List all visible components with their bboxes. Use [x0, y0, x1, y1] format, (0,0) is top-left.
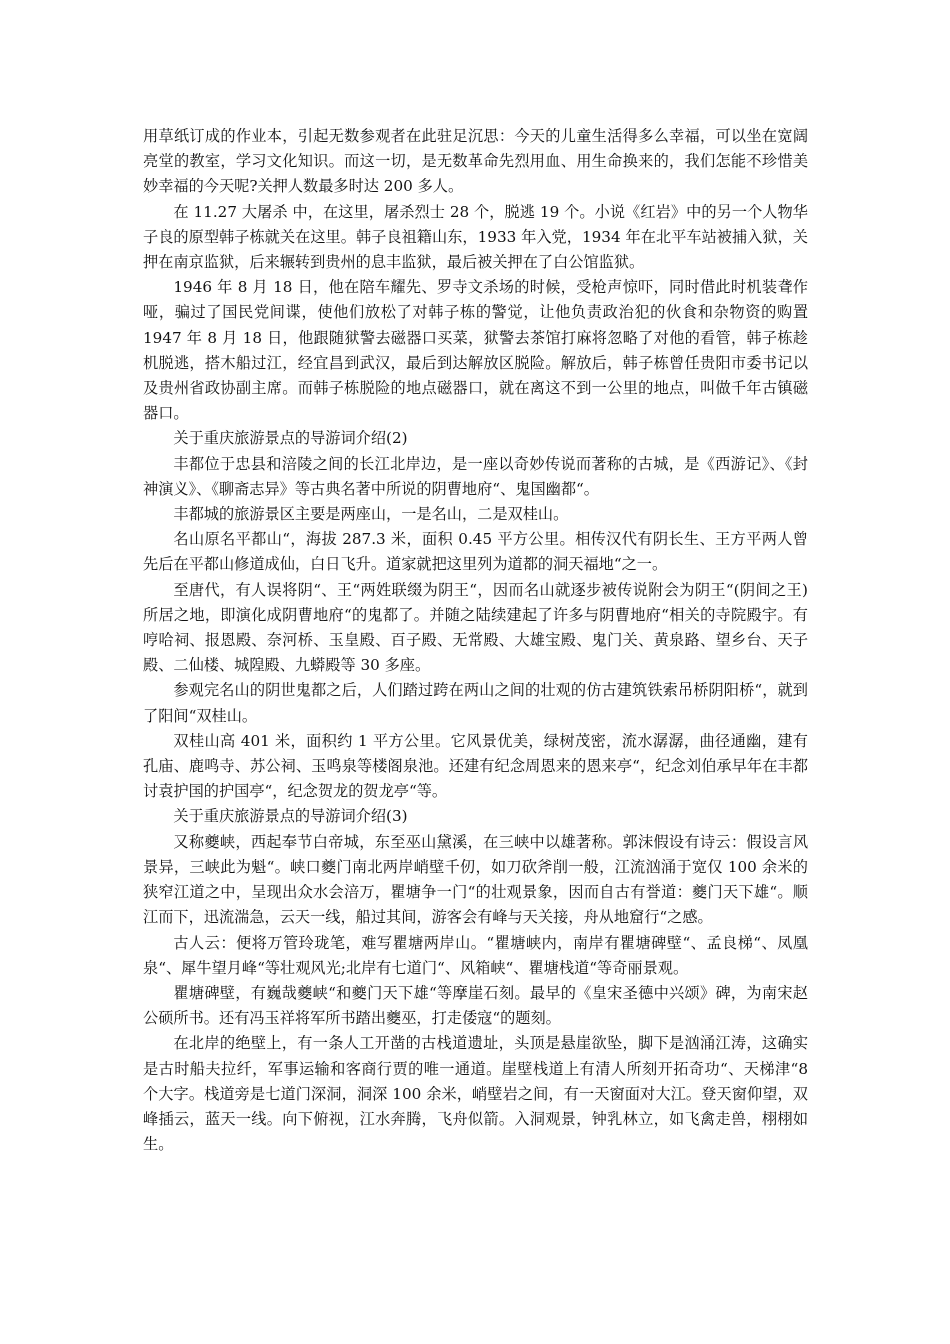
- paragraph: 又称夔峡，西起奉节白帝城，东至巫山黛溪，在三峡中以雄著称。郭沫假设有诗云：假设言风景异，三峡此为魁“。峡口夔门南北两岸峭壁千仞，如刀砍斧削一般，江流汹涌于宽仅 100 余米的狭窄江道之中，呈现出众水会涪万，瞿塘争一门“的壮观景象，因而自古有誉道：夔门天下雄“。顺江而下，迅流湍急，云天一线，船过其间，游客会有峰与天关接，舟从地窟行“之感。: [143, 832, 808, 927]
- paragraph: 丰都城的旅游景区主要是两座山，一是名山，二是双桂山。: [173, 505, 569, 524]
- paragraph: 在 11.27 大屠杀 中，在这里，屠杀烈士 28 个，脱逃 19 个。小说《红岩》中的另一个人物华子良的原型韩子栋就关在这里。韩子良祖籍山东，1933 年入党，1934 年在北平车站被捕入狱，关押在南京监狱，后来辗转到贵州的息丰监狱，最后被关押在了白公馆监狱。: [143, 202, 808, 272]
- paragraph: 至唐代，有人误将阴“、王“两姓联缀为阴王“，因而名山就逐步被传说附会为阴王“(阴间之王)所居之地，即演化成阴曹地府“的鬼都了。并随之陆续建起了许多与阴曹地府“相关的寺院殿宇。有哼哈祠、报恩殿、奈河桥、玉皇殿、百子殿、无常殿、大雄宝殿、鬼门关、黄泉路、望乡台、天子殿、二仙楼、城隍殿、九蟒殿等 30 多座。: [143, 580, 808, 675]
- paragraph: 瞿塘碑壁，有巍哉夔峡“和夔门天下雄“等摩崖石刻。最早的《皇宋圣德中兴颂》碑，为南宋赵公硕所书。还有冯玉祥将军所书踏出夔巫，打走倭寇“的题刻。: [143, 983, 808, 1028]
- paragraph: 1946 年 8 月 18 日，他在陪车耀先、罗寺文杀场的时候，受枪声惊吓，同时借此时机装聋作哑，骗过了国民党间谍，使他们放松了对韩子栋的警觉，让他负责政治犯的伙食和杂物资的购置 1947 年 8 月 18 日，他跟随狱警去磁器口买菜，狱警去茶馆打麻将忽略了对他的看管，韩子栋趁机脱逃，搭木船过江，经宜昌到武汉，最后到达解放区脱险。解放后，韩子栋曾任贵阳市委书记以及贵州省政协副主席。而韩子栋脱险的地点磁器口，就在离这不到一公里的地点，叫做千年古镇磁器口。: [143, 278, 808, 423]
- paragraph: 双桂山高 401 米，面积约 1 平方公里。它风景优美，绿树茂密，流水潺潺，曲径通幽，建有孔庙、鹿鸣寺、苏公祠、玉鸣泉等楼阁泉池。还建有纪念周恩来的恩来亭“，纪念刘伯承早年在丰都讨袁护国的护国亭“，纪念贺龙的贺龙亭“等。: [143, 731, 808, 801]
- paragraph: 参观完名山的阴世鬼都之后，人们踏过跨在两山之间的壮观的仿古建筑铁索吊桥阴阳桥“，就到了阳间“双桂山。: [143, 681, 808, 725]
- paragraph: 名山原名平都山“，海拔 287.3 米，面积 0.45 平方公里。相传汉代有阴长生、王方平两人曾先后在平都山修道成仙，白日飞升。道家就把这里列为道都的洞天福地“之一。: [143, 530, 808, 574]
- paragraph: 在北岸的绝壁上，有一条人工开凿的古栈道遗址，头顶是悬崖欲坠，脚下是汹涌江涛，这确实是古时船夫拉纤，军事运输和客商行贾的唯一通道。崖壁栈道上有清人所刻开拓奇功“、天梯津“8 个大字。栈道旁是七道门深洞，洞深 100 余米，峭壁岩之间，有一天窗面对大江。登天窗仰望，双峰插云，蓝天一线。向下俯视，江水奔腾，飞舟似箭。入洞观景，钟乳林立，如飞禽走兽，栩栩如生。: [143, 1034, 808, 1154]
- section-heading: 关于重庆旅游景点的导游词介绍(2): [173, 429, 408, 448]
- paragraph: 用草纸订成的作业本，引起无数参观者在此驻足沉思：今天的儿童生活得多么幸福，可以坐在宽阔亮堂的教室，学习文化知识。而这一切，是无数革命先烈用血、用生命换来的，我们怎能不珍惜美妙幸福的今天呢?关押人数最多时达 200 多人。: [143, 127, 808, 196]
- section-heading: 关于重庆旅游景点的导游词介绍(3): [173, 807, 408, 826]
- document-page: [143, 124, 808, 1157]
- paragraph: 丰都位于忠县和涪陵之间的长江北岸边，是一座以奇妙传说而著称的古城，是《西游记》、《封神演义》、《聊斋志异》等古典名著中所说的阴曹地府“、鬼国幽都“。: [143, 454, 808, 498]
- paragraph: 古人云：便将万管玲珑笔，难写瞿塘两岸山。“瞿塘峡内，南岸有瞿塘碑壁“、孟良梯“、凤凰泉“、犀牛望月峰“等壮观风光;北岸有七道门“、风箱峡“、瞿塘栈道“等奇丽景观。: [143, 933, 808, 977]
